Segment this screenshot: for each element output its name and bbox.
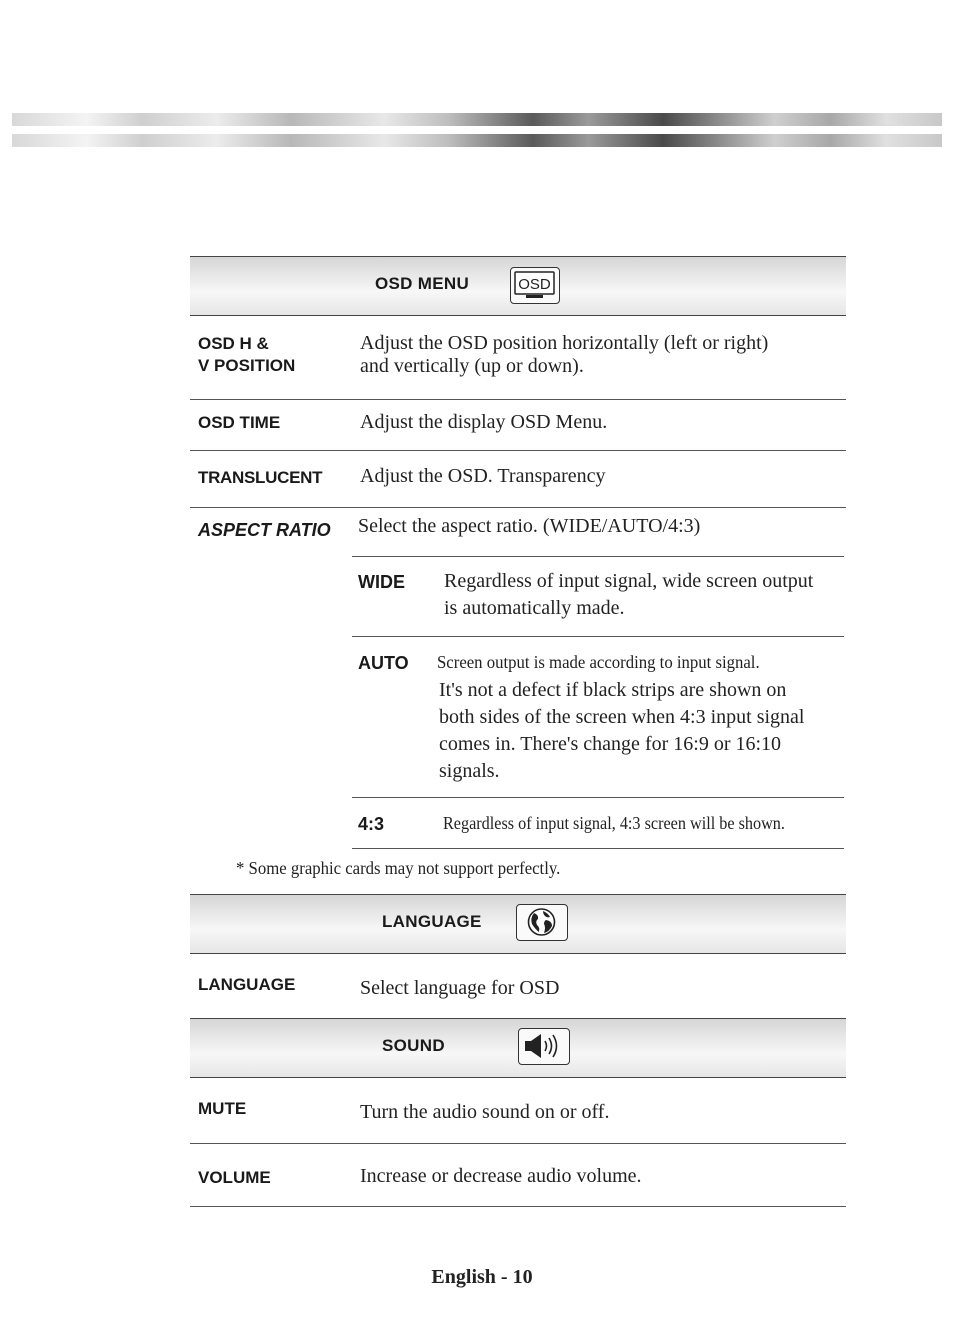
- osd-icon: [510, 267, 560, 304]
- sound-title: SOUND: [382, 1036, 445, 1055]
- desc-line-1: Regardless of input signal, wide screen output: [444, 570, 814, 592]
- aspect-option-auto-label: AUTO: [358, 653, 409, 673]
- row-label-mute: MUTE: [198, 1099, 247, 1118]
- row-desc-osd-time: Adjust the display OSD Menu.: [360, 411, 608, 433]
- divider: [352, 848, 844, 849]
- aspect-option-wide-desc: [444, 568, 813, 622]
- row-desc-language: Select language for OSD: [360, 977, 560, 999]
- desc-line-2: It's not a defect if black strips are shown on: [439, 679, 787, 701]
- row-desc-osd-hv-position: [360, 332, 768, 378]
- divider: [352, 636, 844, 637]
- aspect-option-auto-desc: [439, 677, 805, 785]
- desc-line-1: Adjust the OSD position horizontally (left or right): [360, 332, 769, 354]
- speaker-icon: [518, 1028, 570, 1065]
- row-desc-aspect-ratio: Select the aspect ratio. (WIDE/AUTO/4:3): [358, 515, 701, 537]
- aspect-option-auto-desc-first: Screen output is made according to input signal.: [437, 652, 760, 672]
- row-label-volume: VOLUME: [198, 1168, 271, 1187]
- divider: [352, 556, 844, 557]
- desc-line-2: is automatically made.: [444, 597, 625, 619]
- desc-line-5: signals.: [439, 760, 500, 782]
- desc-line-3: both sides of the screen when 4:3 input signal: [439, 706, 805, 728]
- desc-line-2: and vertically (up or down).: [360, 355, 584, 377]
- label-line-2: V POSITION: [198, 356, 296, 375]
- desc-line-4: comes in. There's change for 16:9 or 16:10: [439, 733, 782, 755]
- decorative-banner: [12, 113, 942, 147]
- divider: [190, 1143, 846, 1144]
- osd-icon-text: OSD: [518, 276, 551, 293]
- footnote: * Some graphic cards may not support perfectly.: [236, 858, 561, 878]
- divider: [190, 507, 846, 508]
- osd-menu-header: [190, 256, 846, 316]
- divider: [190, 450, 846, 451]
- aspect-option-4-3-label: 4:3: [358, 814, 385, 834]
- language-header: [190, 894, 846, 954]
- page-footer: English - 10: [431, 1266, 533, 1288]
- row-desc-mute: Turn the audio sound on or off.: [360, 1101, 610, 1123]
- aspect-option-4-3-desc: Regardless of input signal, 4:3 screen will be shown.: [443, 813, 785, 833]
- sound-header: [190, 1018, 846, 1078]
- divider: [190, 1206, 846, 1207]
- row-desc-volume: Increase or decrease audio volume.: [360, 1165, 642, 1187]
- label-line-1: OSD H &: [198, 334, 269, 353]
- row-label-osd-time: OSD TIME: [198, 413, 281, 432]
- globe-icon: [516, 904, 568, 941]
- divider: [190, 399, 846, 400]
- language-title: LANGUAGE: [382, 912, 482, 931]
- row-label-osd-hv-position: [198, 333, 295, 377]
- row-label-language: LANGUAGE: [198, 975, 296, 994]
- row-desc-translucent: Adjust the OSD. Transparency: [360, 465, 606, 487]
- osd-menu-title: OSD MENU: [375, 274, 470, 293]
- aspect-option-wide-label: WIDE: [358, 572, 405, 592]
- row-label-aspect-ratio: ASPECT RATIO: [198, 520, 331, 540]
- row-label-translucent: TRANSLUCENT: [198, 468, 323, 487]
- divider: [352, 797, 844, 798]
